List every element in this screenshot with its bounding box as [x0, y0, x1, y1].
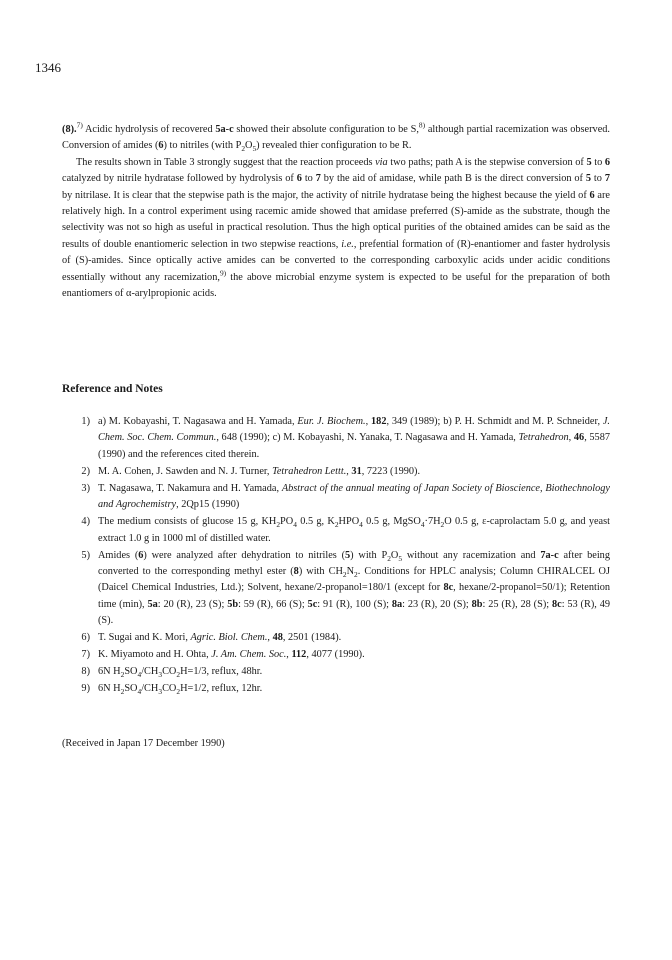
- reference-item: [62, 630, 610, 646]
- reference-text: [98, 681, 610, 697]
- text-run: : 20 (R), 23 (S);: [157, 598, 228, 610]
- text-run: after being converted to the corresponding methyl ester (: [98, 549, 610, 578]
- text-run: T. Nagasawa, T. Nakamura and H. Yamada,: [98, 482, 282, 494]
- script-text: 2: [440, 520, 445, 530]
- script-text: 3: [158, 670, 163, 680]
- text-run: The results shown in Table 3 strongly suggest that the reaction proceeds: [76, 156, 376, 168]
- text-run: N: [346, 566, 355, 578]
- italic-text: i.e.: [341, 238, 354, 250]
- bold-text: 8c: [551, 598, 562, 610]
- script-text: 7): [76, 120, 83, 130]
- reference-text: [98, 664, 610, 680]
- script-text: 2: [176, 687, 181, 697]
- text-run: /CH: [141, 683, 159, 695]
- script-text: 9): [219, 268, 227, 278]
- script-text: 4: [137, 687, 142, 697]
- script-text: 4: [293, 520, 297, 530]
- text-run: 6N H: [98, 666, 121, 678]
- text-run: ,: [365, 416, 372, 427]
- text-run: Amides (: [98, 549, 139, 561]
- text-run: : 23 (R), 20 (S);: [402, 598, 472, 610]
- reference-item: [62, 414, 610, 463]
- reference-number: 6): [81, 632, 90, 644]
- italic-text: Tetrahedron Lettt.: [272, 465, 347, 477]
- reference-item: [62, 481, 610, 514]
- script-text: 2: [342, 570, 347, 580]
- reference-number: 7): [81, 649, 90, 661]
- text-run: M. A. Cohen, J. Sawden and N. J. Turner,: [98, 465, 273, 477]
- text-run: 0.5 g, MgSO: [362, 516, 421, 528]
- bold-text: 8: [293, 566, 299, 578]
- bold-text: 7a-c: [540, 549, 559, 561]
- text-run: O: [390, 549, 399, 561]
- script-text: 5: [252, 144, 257, 154]
- text-run: : 91 (R), 100 (S);: [317, 598, 392, 610]
- text-run: 0.5 g, K: [296, 516, 335, 528]
- text-run: H=1/3, reflux, 48hr.: [180, 666, 263, 678]
- text-run: ,: [267, 632, 273, 644]
- script-text: 4: [359, 520, 363, 530]
- bold-text: 5: [585, 173, 592, 185]
- text-run: H=1/2, reflux, 12hr.: [180, 683, 263, 695]
- reference-number: 5): [81, 549, 90, 561]
- reference-text: [98, 514, 610, 547]
- reference-item: [62, 647, 610, 663]
- bold-text: 6: [604, 156, 610, 168]
- text-run: ) were analyzed after dehydration to nitriles (: [143, 549, 346, 561]
- italic-text: Tetrahedron: [518, 432, 569, 444]
- text-run: to: [591, 173, 605, 185]
- bold-text: 8: [65, 124, 71, 135]
- text-run: to: [591, 156, 605, 168]
- bold-text: 6: [589, 189, 595, 201]
- script-text: 2: [120, 670, 125, 680]
- reference-number: 2): [81, 465, 90, 477]
- bold-text: 6: [296, 173, 302, 185]
- reference-text: [98, 481, 610, 514]
- reference-text: [98, 647, 610, 663]
- reference-item: [62, 664, 610, 680]
- bold-text: 6: [138, 549, 144, 561]
- text-run: . Conditions for HPLC analysis; Column CHIRALCEL OJ (Daicel Chemical Industries, Ltd.); Solvent, hexane/2-propanol=180/1 (except for: [98, 566, 610, 594]
- body-text: [62, 122, 610, 302]
- bold-text: 7: [604, 173, 610, 185]
- reference-item: [62, 514, 610, 547]
- page-number: 1346: [35, 60, 61, 75]
- text-run: O 0.5 g, ε-caprolactam 5.0 g, and yeast extract 1.0 g in 1000 ml of distilled water.: [98, 516, 610, 544]
- text-run: 6N H: [98, 683, 121, 695]
- bold-text: 5a: [147, 598, 158, 610]
- text-run: a) M. Kobayashi, T. Nagasawa and H. Yamada,: [98, 416, 298, 427]
- text-run: /CH: [141, 666, 159, 678]
- italic-text: via: [375, 156, 388, 168]
- text-run: ) to nitriles (with P: [163, 140, 242, 152]
- text-run: PO: [280, 516, 294, 528]
- bold-text: 8c: [443, 582, 454, 594]
- bold-text: 48: [272, 632, 283, 644]
- text-run: without any racemization and: [402, 549, 541, 561]
- text-run: , 2Qp15 (1990): [176, 499, 240, 511]
- italic-text: Agric. Biol. Chem.: [190, 632, 268, 644]
- script-text: 2: [354, 570, 358, 580]
- text-run: , 349 (1989); b) P. H. Schmidt and M. P. Schneider,: [386, 416, 603, 427]
- script-text: 4: [137, 670, 142, 680]
- script-text: 5: [398, 553, 403, 563]
- text-run: ·7H: [424, 516, 441, 528]
- bold-text: 5: [586, 156, 592, 168]
- text-run: to: [301, 173, 316, 185]
- reference-number: 1): [81, 416, 90, 427]
- references-heading: Reference and Notes: [62, 383, 163, 395]
- text-run: , 7223 (1990).: [361, 465, 421, 477]
- script-text: 8): [418, 120, 426, 130]
- italic-text: J. Am. Chem. Soc.: [211, 649, 287, 661]
- text-run: the above microbial enzyme system is expected to be useful for the preparation of both enantiomers of α-arylpropionic acids.: [62, 271, 610, 300]
- text-run: , prefential formation of (R)-enantiomer and faster hydrolysis of (S)-amides. Since optically active amides can be converted to the corresponding carboxylic acids under acidic conditions essentially without any racemization,: [62, 238, 610, 283]
- bold-text: ).: [70, 124, 77, 135]
- script-text: 3: [158, 687, 163, 697]
- reference-text: [98, 414, 610, 463]
- bold-text: 8a: [391, 598, 403, 610]
- text-run: CO: [162, 683, 177, 695]
- received-date: (Received in Japan 17 December 1990): [62, 738, 225, 749]
- text-run: T. Sugai and K. Mori,: [98, 632, 191, 644]
- text-run: by the aid of amidase, while path B is the direct conversion of: [320, 173, 586, 185]
- text-run: O: [245, 140, 253, 152]
- reference-number: 9): [81, 683, 90, 695]
- reference-number: 3): [81, 482, 90, 494]
- bold-text: 31: [351, 465, 362, 477]
- bold-text: 5c: [307, 598, 318, 610]
- text-run: although partial racemization was observed. Conversion of amides (: [62, 124, 610, 152]
- bold-text: (: [62, 124, 66, 135]
- bold-text: 112: [291, 649, 307, 661]
- script-text: 2: [176, 670, 181, 680]
- bold-text: 182: [371, 416, 387, 427]
- text-run: Acidic hydrolysis of recovered: [82, 124, 216, 135]
- text-run: by nitrilase. It is clear that the stepwise path is the major, the activity of nitrile hydratase being the highest because the yield of: [62, 189, 590, 201]
- text-run: , 2501 (1984).: [282, 632, 342, 644]
- reference-text: [98, 548, 610, 630]
- paragraph: [62, 122, 610, 155]
- bold-text: 7: [315, 173, 321, 185]
- script-text: 2: [334, 520, 339, 530]
- text-run: ,: [346, 465, 352, 477]
- text-run: ,: [568, 432, 574, 444]
- bold-text: 6: [158, 140, 164, 152]
- text-run: ) with P: [350, 549, 388, 561]
- text-run: two paths; path A is the stepwise conversion of: [387, 156, 587, 168]
- script-text: 4: [420, 520, 425, 530]
- text-run: ) with CH: [298, 566, 343, 578]
- text-run: showed their absolute configuration to be S,: [233, 124, 419, 135]
- script-text: 2: [120, 687, 125, 697]
- text-run: catalyzed by nitrile hydratase followed by hydrolysis of: [62, 173, 297, 185]
- bold-text: 5b: [227, 598, 239, 610]
- bold-text: 46: [573, 432, 585, 444]
- text-run: SO: [124, 666, 138, 678]
- text-run: CO: [162, 666, 177, 678]
- reference-number: 4): [81, 516, 90, 528]
- text-run: ,: [286, 649, 292, 661]
- italic-text: Abstract of the annual meating of Japan Society of Bioscience, Biothechnology and Agrochemistry: [98, 482, 610, 511]
- reference-item: [62, 464, 610, 480]
- text-run: , 5587 (1990) and the references cited therein.: [98, 432, 610, 460]
- reference-item: [62, 548, 610, 630]
- text-run: K. Miyamoto and H. Ohta,: [98, 649, 212, 661]
- text-run: , 4077 (1990).: [306, 649, 365, 661]
- bold-text: 8b: [471, 598, 483, 610]
- text-run: SO: [124, 683, 138, 695]
- reference-list: [62, 414, 610, 698]
- text-run: HPO: [338, 516, 360, 528]
- reference-item: [62, 681, 610, 697]
- script-text: 2: [276, 520, 281, 530]
- text-run: The medium consists of glucose 15 g, KH: [98, 516, 277, 528]
- bold-text: 5: [345, 549, 351, 561]
- italic-text: J. Chem. Soc. Chem. Commun.: [98, 416, 610, 444]
- text-run: : 59 (R), 66 (S);: [238, 598, 308, 610]
- italic-text: Eur. J. Biochem.: [297, 416, 366, 427]
- reference-text: [98, 630, 610, 646]
- script-text: 2: [387, 553, 391, 563]
- reference-text: [98, 464, 610, 480]
- text-run: , 648 (1990); c) M. Kobayashi, N. Yanaka, T. Nagasawa and H. Yamada,: [216, 432, 519, 444]
- text-run: , hexane/2-propanol=50/1); Retention time (min),: [98, 582, 610, 610]
- script-text: 2: [241, 144, 246, 154]
- text-run: are relatively high. In a control experiment using racemic amide showed that amidase preferred (S)-amide as the substrate, though the selectivity was not so high as useful in practical resolution. Thus the high optical purities of the obtained amides can be said as the results of double enantiomeric selection in two stepwise reactions,: [62, 189, 610, 250]
- text-run: : 25 (R), 28 (S);: [482, 598, 552, 610]
- reference-number: 8): [81, 666, 90, 678]
- text-run: : 53 (R), 49 (S).: [98, 598, 610, 627]
- bold-text: 5a-c: [215, 124, 234, 135]
- text-run: ) revealed thier configuration to be R.: [256, 140, 412, 152]
- paragraph: [62, 155, 610, 303]
